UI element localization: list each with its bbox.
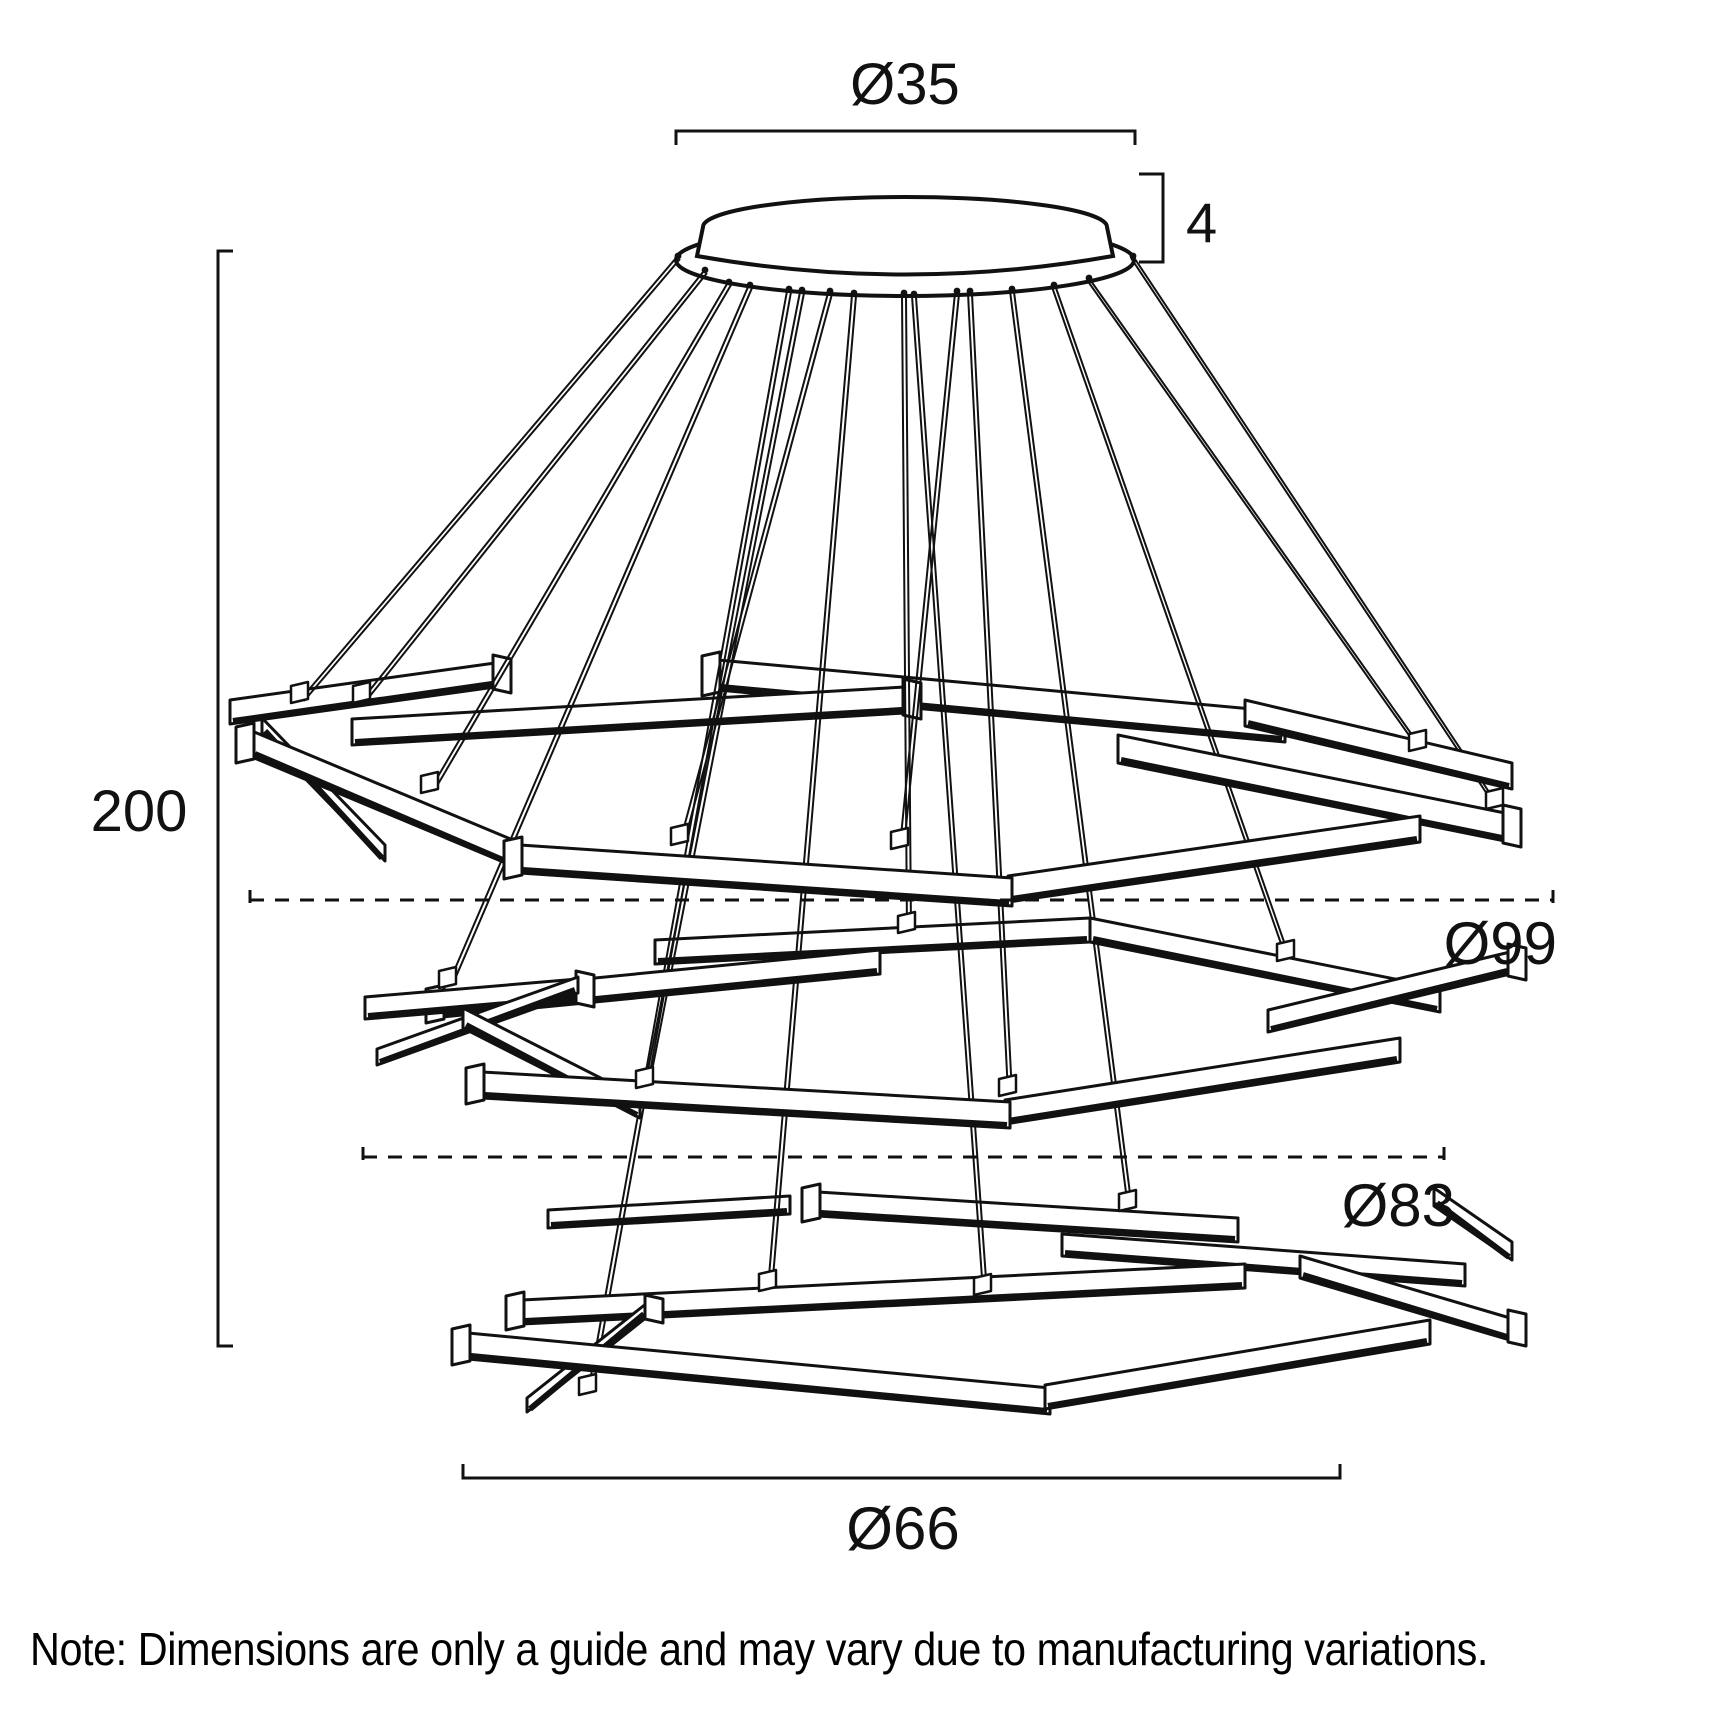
light-bar	[466, 1064, 1010, 1128]
wire-attachment-tab	[353, 682, 370, 703]
wire-attachment-tab	[1277, 940, 1294, 961]
wire-attachment-tab	[671, 824, 688, 845]
wire-top-fitting	[1086, 275, 1093, 282]
wire-attachment-tab	[1486, 788, 1503, 809]
bar-end-cap	[466, 1064, 484, 1104]
wire-attachment-tab	[579, 1374, 596, 1395]
tier-bottom-diameter-label: Ø66	[846, 1495, 960, 1562]
front-light-bars	[236, 700, 1526, 1414]
dim-line-canopy-height	[1139, 174, 1163, 262]
wire-attachment-tab	[636, 1067, 653, 1088]
ceiling-canopy	[676, 197, 1134, 296]
suspension-wire	[300, 253, 681, 701]
dim-line-overall-height	[218, 251, 233, 1346]
wire-attachment-tab	[974, 1274, 991, 1295]
wire-top-fitting	[726, 279, 733, 286]
canopy-diameter-label: Ø35	[850, 52, 960, 117]
wire-attachment-tab	[898, 912, 915, 933]
wire-top-fitting	[675, 253, 682, 260]
light-bar	[506, 1264, 1245, 1330]
light-bar	[504, 837, 1012, 906]
wire-attachment-tab	[999, 1075, 1016, 1096]
wire-attachment-tab	[291, 682, 308, 703]
dim-canopy-height	[1139, 174, 1217, 262]
canopy-height-label: 4	[1186, 191, 1218, 254]
wire-top-fitting	[851, 290, 858, 297]
wire-top-fitting	[967, 288, 974, 295]
wire-top-fitting	[799, 287, 806, 294]
light-bar	[1008, 816, 1420, 902]
suspension-wire	[680, 288, 833, 843]
wire-top-fitting	[954, 288, 961, 295]
wire-attachment-tab	[759, 1270, 776, 1291]
bar-end-cap	[802, 1184, 820, 1222]
dim-canopy-diameter	[676, 52, 1135, 145]
wire-top-fitting	[1051, 282, 1058, 289]
bar-end-cap	[504, 837, 522, 879]
wire-top-fitting	[702, 267, 709, 274]
dim-tier-bottom-diameter	[463, 1464, 1340, 1562]
suspension-wire	[362, 267, 708, 701]
dimensions-note: Note: Dimensions are only a guide and may vary due to manufacturing variations.	[30, 1623, 1488, 1675]
overall-height-label: 200	[90, 779, 188, 844]
suspension-wire	[1009, 286, 1132, 1209]
light-bar	[802, 1184, 1238, 1242]
bar-end-cap	[645, 1295, 663, 1323]
bar-end-cap	[1503, 805, 1521, 847]
wire-attachment-tab	[439, 967, 456, 988]
wire-attachment-tab	[891, 828, 908, 849]
wire-top-fitting	[1009, 286, 1016, 293]
light-bar	[548, 1196, 790, 1228]
suspension-wire	[588, 286, 792, 1393]
wire-top-fitting	[1130, 253, 1137, 260]
wire-top-fitting	[827, 288, 834, 295]
bar-end-cap	[236, 723, 254, 763]
suspension-wire	[768, 290, 857, 1289]
wire-attachment-tab	[421, 772, 438, 793]
dim-overall-height	[91, 251, 233, 1346]
wire-top-fitting	[901, 290, 908, 297]
dim-line-bottom-tier	[463, 1464, 1340, 1478]
canopy-cylinder	[697, 197, 1113, 275]
bar-end-cap	[452, 1325, 470, 1365]
wire-top-fitting	[911, 291, 918, 298]
wire-top-fitting	[786, 286, 793, 293]
suspension-wire	[1086, 275, 1422, 749]
dim-line-canopy-diameter	[676, 131, 1135, 145]
light-bar	[1005, 1038, 1400, 1124]
light-bar	[1045, 1320, 1430, 1409]
wire-top-fitting	[747, 282, 754, 289]
bar-end-cap	[506, 1292, 524, 1330]
dim-tier-middle-diameter	[363, 1147, 1455, 1239]
bar-end-cap	[1508, 1310, 1526, 1346]
wire-attachment-tab	[1119, 1190, 1136, 1211]
wire-attachment-tab	[1409, 730, 1426, 751]
tier-middle-diameter-label: Ø83	[1341, 1172, 1455, 1239]
tier-top-diameter-label: Ø99	[1443, 910, 1557, 977]
